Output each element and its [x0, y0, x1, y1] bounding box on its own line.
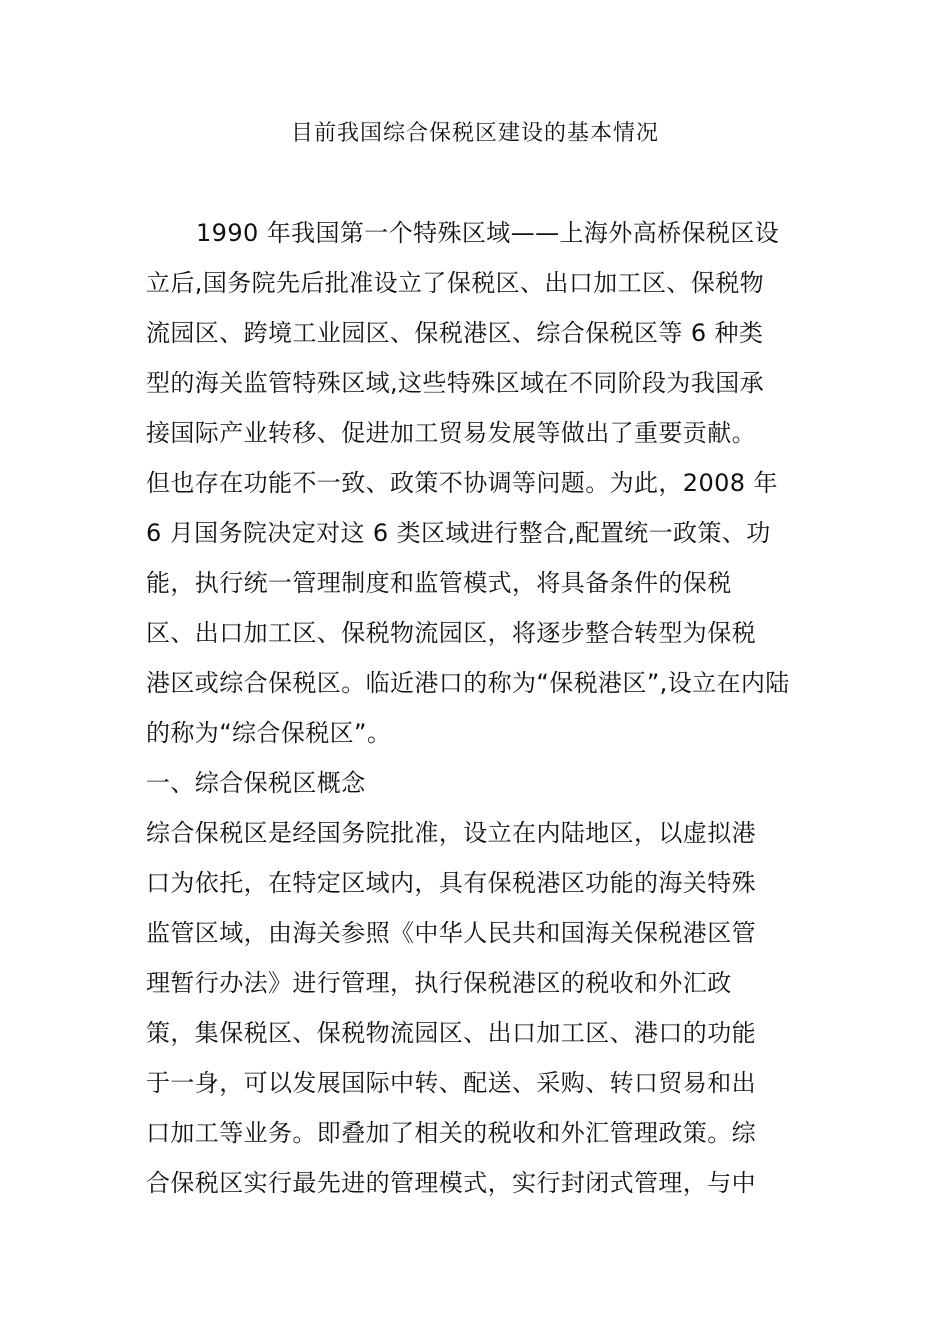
text-line-17: 策，集保税区、保税物流园区、出口加工区、港口的功能	[146, 1019, 756, 1047]
text-line-19: 口加工等业务。即叠加了相关的税收和外汇管理政策。综	[146, 1119, 756, 1147]
text-line-15: 监管区域，由海关参照《中华人民共和国海关保税港区管	[146, 919, 756, 947]
document-title: 目前我国综合保税区建设的基本情况	[290, 121, 659, 146]
text-line-5: 接国际产业转移、促进加工贸易发展等做出了重要贡献。	[146, 419, 756, 447]
text-line-7: 6 月国务院决定对这 6 类区域进行整合,配置统一政策、功	[146, 519, 771, 547]
text-line-1: 1990 年我国第一个特殊区域——上海外高桥保税区设	[196, 219, 780, 247]
text-line-6: 但也存在功能不一致、政策不协调等问题。为此，2008 年	[146, 469, 778, 497]
text-line-18: 于一身，可以发展国际中转、配送、采购、转口贸易和出	[146, 1069, 756, 1097]
text-line-20: 合保税区实行最先进的管理模式，实行封闭式管理，与中	[146, 1169, 756, 1197]
text-line-4: 型的海关监管特殊区域,这些特殊区域在不同阶段为我国承	[146, 369, 765, 397]
text-line-9: 区、出口加工区、保税物流园区，将逐步整合转型为保税	[146, 619, 756, 647]
text-line-16: 理暂行办法》进行管理，执行保税港区的税收和外汇政	[146, 969, 732, 997]
text-line-10: 港区或综合保税区。临近港口的称为“保税港区”,设立在内陆	[146, 669, 790, 697]
text-line-11: 的称为“综合保税区”。	[146, 719, 392, 747]
text-line-3: 流园区、跨境工业园区、保税港区、综合保税区等 6 种类	[146, 319, 764, 347]
text-line-2: 立后,国务院先后批准设立了保税区、出口加工区、保税物	[146, 269, 765, 297]
text-line-8: 能，执行统一管理制度和监管模式，将具备条件的保税	[146, 569, 732, 597]
text-line-14: 口为依托，在特定区域内，具有保税港区功能的海关特殊	[146, 869, 756, 897]
section-heading: 一、综合保税区概念	[146, 769, 366, 797]
text-line-13: 综合保税区是经国务院批准，设立在内陆地区，以虚拟港	[146, 819, 756, 847]
